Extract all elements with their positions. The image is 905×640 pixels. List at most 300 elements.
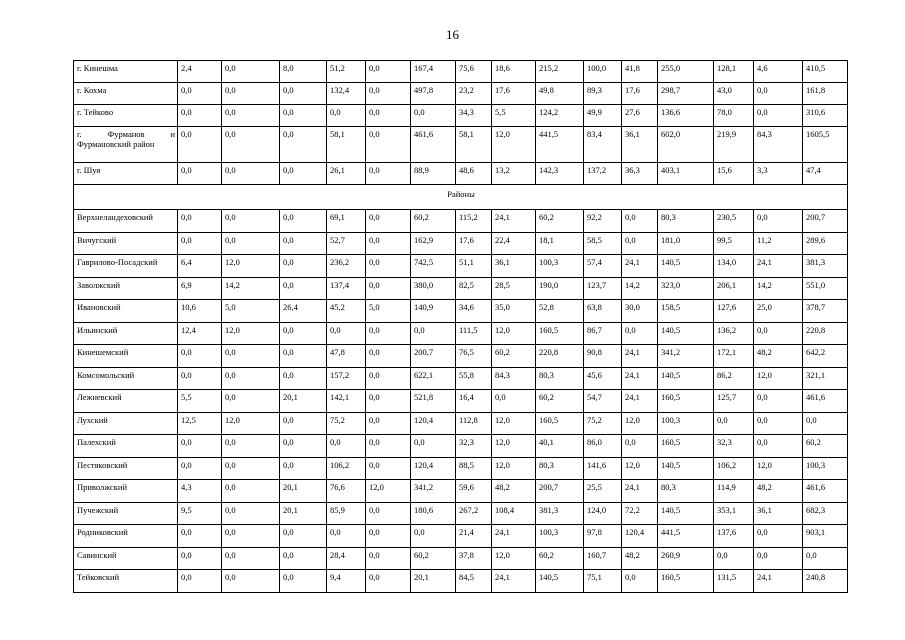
- table-cell: 0,0: [280, 345, 327, 368]
- table-row: [74, 277, 848, 300]
- table-cell: 60,2: [803, 435, 848, 458]
- table-cell: 0,0: [280, 457, 327, 480]
- table-cell: 0,0: [178, 367, 222, 390]
- table-cell: 90,8: [584, 345, 622, 368]
- table-cell: 12,0: [492, 457, 536, 480]
- table-cell: 0,0: [280, 83, 327, 105]
- table-cell: 441,5: [536, 127, 584, 163]
- table-cell: 84,3: [754, 127, 803, 163]
- table-cell: 142,1: [327, 390, 366, 413]
- table-cell: 162,9: [411, 232, 456, 255]
- table-cell: 100,0: [584, 61, 622, 83]
- table-cell: 181,0: [658, 232, 714, 255]
- table-cell: 120,4: [622, 525, 658, 548]
- table-cell: 0,0: [754, 435, 803, 458]
- table-cell: 137,6: [714, 525, 754, 548]
- table-cell: 45,2: [327, 300, 366, 323]
- table-cell: 0,0: [366, 502, 411, 525]
- table-cell: 25,5: [584, 480, 622, 503]
- table-cell: 28,5: [492, 277, 536, 300]
- table-cell: 36,1: [754, 502, 803, 525]
- table-cell: 0,0: [178, 457, 222, 480]
- table-cell: 32,3: [714, 435, 754, 458]
- table-cell: 160,5: [658, 435, 714, 458]
- table-cell: 298,7: [658, 83, 714, 105]
- table-cell: 0,0: [411, 105, 456, 127]
- row-name: г. Кинешма: [74, 61, 178, 83]
- table-cell: 86,2: [714, 367, 754, 390]
- table-cell: 0,0: [803, 547, 848, 570]
- table-cell: 76,6: [327, 480, 366, 503]
- row-name: Ивановский: [74, 300, 178, 323]
- table-cell: 36,1: [622, 127, 658, 163]
- table-cell: 75,2: [327, 412, 366, 435]
- table-cell: 0,0: [222, 163, 280, 185]
- table-cell: 215,2: [536, 61, 584, 83]
- table-cell: 75,2: [584, 412, 622, 435]
- table-cell: 5,0: [222, 300, 280, 323]
- table-cell: 15,6: [714, 163, 754, 185]
- table-cell: 260,9: [658, 547, 714, 570]
- table-row: [74, 322, 848, 345]
- data-table: [73, 60, 848, 593]
- table-cell: 89,3: [584, 83, 622, 105]
- table-cell: 60,2: [536, 210, 584, 233]
- table-cell: 12,0: [222, 412, 280, 435]
- table-cell: 35,0: [492, 300, 536, 323]
- table-cell: 41,8: [622, 61, 658, 83]
- table-cell: 124,0: [584, 502, 622, 525]
- row-name: Тейковский: [74, 570, 178, 593]
- table-cell: 0,0: [366, 322, 411, 345]
- table-cell: 17,6: [622, 83, 658, 105]
- table-cell: 0,0: [222, 547, 280, 570]
- table-cell: 323,0: [658, 277, 714, 300]
- table-cell: 742,5: [411, 255, 456, 278]
- table-cell: 0,0: [622, 322, 658, 345]
- table-cell: 5,5: [492, 105, 536, 127]
- table-cell: 48,6: [456, 163, 492, 185]
- row-name: г. Фурманов и Фурмановский район: [74, 127, 178, 163]
- table-cell: 0,0: [178, 232, 222, 255]
- table-cell: 0,0: [366, 105, 411, 127]
- table-cell: 190,0: [536, 277, 584, 300]
- table-cell: 1605,5: [803, 127, 848, 163]
- table-cell: 108,4: [492, 502, 536, 525]
- table-cell: 6,4: [178, 255, 222, 278]
- table-cell: 0,0: [280, 322, 327, 345]
- table-cell: 51,2: [327, 61, 366, 83]
- table-cell: 267,2: [456, 502, 492, 525]
- table-cell: 380,0: [411, 277, 456, 300]
- table-cell: 134,0: [714, 255, 754, 278]
- table-row: [74, 127, 848, 163]
- table-row: [74, 435, 848, 458]
- table-cell: 69,1: [327, 210, 366, 233]
- table-cell: 0,0: [222, 570, 280, 593]
- table-cell: 0,0: [754, 83, 803, 105]
- table-cell: 0,0: [178, 163, 222, 185]
- table-cell: 24,1: [754, 570, 803, 593]
- table-cell: 602,0: [658, 127, 714, 163]
- table-cell: 49,9: [584, 105, 622, 127]
- table-cell: 49,8: [536, 83, 584, 105]
- table-cell: 85,9: [327, 502, 366, 525]
- table-cell: 24,1: [754, 255, 803, 278]
- table-cell: 0,0: [222, 390, 280, 413]
- table-cell: 136,6: [658, 105, 714, 127]
- table-cell: 0,0: [622, 232, 658, 255]
- table-cell: 0,0: [222, 232, 280, 255]
- table-cell: 0,0: [754, 210, 803, 233]
- table-cell: 45,6: [584, 367, 622, 390]
- table-cell: 0,0: [280, 435, 327, 458]
- table-cell: 137,2: [584, 163, 622, 185]
- table-cell: 12,0: [492, 435, 536, 458]
- table-cell: 12,0: [492, 322, 536, 345]
- table-cell: 0,0: [280, 570, 327, 593]
- row-name: Приволжский: [74, 480, 178, 503]
- table-cell: 403,1: [658, 163, 714, 185]
- table-cell: 903,1: [803, 525, 848, 548]
- section-label: Районы: [74, 185, 848, 210]
- row-name: Гаврилово-Посадский: [74, 255, 178, 278]
- table-cell: 0,0: [366, 435, 411, 458]
- table-cell: 112,8: [456, 412, 492, 435]
- table-cell: 497,8: [411, 83, 456, 105]
- table-cell: 55,8: [456, 367, 492, 390]
- table-cell: 60,2: [411, 547, 456, 570]
- table-cell: 106,2: [714, 457, 754, 480]
- table-cell: 24,1: [622, 345, 658, 368]
- table-cell: 0,0: [714, 547, 754, 570]
- table-cell: 0,0: [366, 570, 411, 593]
- row-name: Лухский: [74, 412, 178, 435]
- table-cell: 0,0: [280, 232, 327, 255]
- table-cell: 0,0: [622, 210, 658, 233]
- row-name: г. Шуя: [74, 163, 178, 185]
- table-cell: 0,0: [222, 435, 280, 458]
- table-cell: 86,0: [584, 435, 622, 458]
- table-cell: 0,0: [366, 163, 411, 185]
- table-cell: 4,3: [178, 480, 222, 503]
- table-cell: 158,5: [658, 300, 714, 323]
- table-cell: 12,0: [222, 255, 280, 278]
- table-cell: 18,1: [536, 232, 584, 255]
- table-cell: 17,6: [456, 232, 492, 255]
- table-cell: 9,5: [178, 502, 222, 525]
- table-cell: 0,0: [222, 345, 280, 368]
- row-name: Вичугский: [74, 232, 178, 255]
- table-cell: 12,0: [622, 457, 658, 480]
- table-cell: 157,2: [327, 367, 366, 390]
- table-cell: 36,3: [622, 163, 658, 185]
- table-cell: 83,4: [584, 127, 622, 163]
- table-cell: 26,1: [327, 163, 366, 185]
- table-cell: 128,1: [714, 61, 754, 83]
- table-row: [74, 525, 848, 548]
- table-cell: 24,1: [492, 525, 536, 548]
- table-cell: 0,0: [222, 457, 280, 480]
- table-cell: 84,3: [492, 367, 536, 390]
- table-cell: 11,2: [754, 232, 803, 255]
- table-cell: 551,0: [803, 277, 848, 300]
- city-rows: [74, 61, 848, 185]
- table-cell: 0,0: [280, 255, 327, 278]
- table-row: [74, 300, 848, 323]
- table-cell: 160,5: [658, 570, 714, 593]
- table-cell: 461,6: [411, 127, 456, 163]
- table-cell: 140,5: [658, 457, 714, 480]
- table-cell: 160,5: [536, 412, 584, 435]
- table-cell: 99,5: [714, 232, 754, 255]
- table-cell: 114,9: [714, 480, 754, 503]
- table-cell: 24,1: [622, 390, 658, 413]
- table-cell: 20,1: [280, 390, 327, 413]
- table-cell: 115,2: [456, 210, 492, 233]
- table-cell: 12,0: [492, 412, 536, 435]
- table-row: [74, 345, 848, 368]
- table-cell: 160,5: [536, 322, 584, 345]
- table-cell: 52,8: [536, 300, 584, 323]
- table-cell: 140,5: [658, 322, 714, 345]
- table-cell: 22,4: [492, 232, 536, 255]
- table-cell: 236,2: [327, 255, 366, 278]
- table-cell: 2,4: [178, 61, 222, 83]
- table-cell: 47,4: [803, 163, 848, 185]
- table-cell: 255,0: [658, 61, 714, 83]
- district-rows: [74, 210, 848, 593]
- table-cell: 0,0: [222, 83, 280, 105]
- table-cell: 140,5: [536, 570, 584, 593]
- table-cell: 34,3: [456, 105, 492, 127]
- table-row: [74, 570, 848, 593]
- table-cell: 92,2: [584, 210, 622, 233]
- table-cell: 125,7: [714, 390, 754, 413]
- table-cell: 0,0: [366, 525, 411, 548]
- table-cell: 26,4: [280, 300, 327, 323]
- table-cell: 20,1: [411, 570, 456, 593]
- table-cell: 0,0: [222, 525, 280, 548]
- table-cell: 200,7: [536, 480, 584, 503]
- table-cell: 132,4: [327, 83, 366, 105]
- table-cell: 160,5: [658, 390, 714, 413]
- table-cell: 12,0: [222, 322, 280, 345]
- table-cell: 10,6: [178, 300, 222, 323]
- table-cell: 0,0: [327, 105, 366, 127]
- table-cell: 0,0: [280, 525, 327, 548]
- table-cell: 0,0: [366, 390, 411, 413]
- table-cell: 172,1: [714, 345, 754, 368]
- table-cell: 0,0: [280, 210, 327, 233]
- table-cell: 0,0: [754, 105, 803, 127]
- table-cell: 0,0: [327, 435, 366, 458]
- table-cell: 0,0: [178, 547, 222, 570]
- table-cell: 60,2: [492, 345, 536, 368]
- table-cell: 141,6: [584, 457, 622, 480]
- table-cell: 161,8: [803, 83, 848, 105]
- section-header: [74, 185, 848, 210]
- table-cell: 75,1: [584, 570, 622, 593]
- table-cell: 0,0: [178, 127, 222, 163]
- table-cell: 0,0: [366, 232, 411, 255]
- table-cell: 12,0: [754, 457, 803, 480]
- table-cell: 30,0: [622, 300, 658, 323]
- table-cell: 0,0: [366, 457, 411, 480]
- table-cell: 12,0: [492, 127, 536, 163]
- table-cell: 461,6: [803, 480, 848, 503]
- table-cell: 12,4: [178, 322, 222, 345]
- table-cell: 0,0: [492, 390, 536, 413]
- table-cell: 28,4: [327, 547, 366, 570]
- table-cell: 72,2: [622, 502, 658, 525]
- table-cell: 12,5: [178, 412, 222, 435]
- table-cell: 34,6: [456, 300, 492, 323]
- row-name: Верхнеландеховский: [74, 210, 178, 233]
- table-cell: 40,1: [536, 435, 584, 458]
- table-cell: 240,8: [803, 570, 848, 593]
- table-cell: 32,3: [456, 435, 492, 458]
- table-cell: 0,0: [327, 322, 366, 345]
- table-row: [74, 232, 848, 255]
- table-cell: 0,0: [178, 435, 222, 458]
- table-cell: 140,9: [411, 300, 456, 323]
- table-cell: 341,2: [658, 345, 714, 368]
- table-cell: 21,4: [456, 525, 492, 548]
- table-row: [74, 502, 848, 525]
- table-cell: 0,0: [178, 345, 222, 368]
- table-cell: 8,0: [280, 61, 327, 83]
- table-cell: 0,0: [366, 412, 411, 435]
- table-cell: 321,1: [803, 367, 848, 390]
- table-row: [74, 105, 848, 127]
- table-cell: 13,2: [492, 163, 536, 185]
- table-cell: 289,6: [803, 232, 848, 255]
- table-row: [74, 457, 848, 480]
- table-cell: 0,0: [366, 83, 411, 105]
- row-name: Заволжский: [74, 277, 178, 300]
- table-cell: 381,3: [536, 502, 584, 525]
- table-cell: 51,1: [456, 255, 492, 278]
- row-name: Кинешемский: [74, 345, 178, 368]
- table-row: [74, 480, 848, 503]
- table-cell: 47,8: [327, 345, 366, 368]
- table-row: [74, 255, 848, 278]
- table-cell: 12,0: [622, 412, 658, 435]
- table-cell: 12,0: [492, 547, 536, 570]
- table-cell: 80,3: [536, 457, 584, 480]
- table-cell: 23,2: [456, 83, 492, 105]
- table-cell: 48,2: [492, 480, 536, 503]
- table-cell: 0,0: [222, 105, 280, 127]
- table-cell: 20,1: [280, 502, 327, 525]
- table-cell: 341,2: [411, 480, 456, 503]
- table-cell: 76,5: [456, 345, 492, 368]
- table-cell: 0,0: [366, 61, 411, 83]
- table-cell: 521,8: [411, 390, 456, 413]
- table-cell: 353,1: [714, 502, 754, 525]
- table-cell: 52,7: [327, 232, 366, 255]
- table-cell: 461,6: [803, 390, 848, 413]
- table-cell: 140,5: [658, 255, 714, 278]
- table-cell: 0,0: [222, 480, 280, 503]
- table-cell: 0,0: [366, 255, 411, 278]
- table-cell: 310,6: [803, 105, 848, 127]
- table-cell: 120,4: [411, 412, 456, 435]
- table-cell: 5,5: [178, 390, 222, 413]
- table-cell: 0,0: [280, 163, 327, 185]
- table-cell: 0,0: [411, 322, 456, 345]
- table-cell: 80,3: [658, 480, 714, 503]
- table-cell: 220,8: [536, 345, 584, 368]
- table-cell: 682,3: [803, 502, 848, 525]
- table-cell: 6,9: [178, 277, 222, 300]
- table-cell: 0,0: [366, 547, 411, 570]
- table-cell: 124,2: [536, 105, 584, 127]
- table-cell: 378,7: [803, 300, 848, 323]
- table-cell: 0,0: [366, 345, 411, 368]
- table-row: [74, 547, 848, 570]
- table-cell: 642,2: [803, 345, 848, 368]
- row-name: г. Кохма: [74, 83, 178, 105]
- section-row: [74, 185, 848, 210]
- table-cell: 48,2: [754, 345, 803, 368]
- table-cell: 97,8: [584, 525, 622, 548]
- table-cell: 0,0: [622, 435, 658, 458]
- table-cell: 0,0: [280, 105, 327, 127]
- table-cell: 0,0: [754, 322, 803, 345]
- table-cell: 220,8: [803, 322, 848, 345]
- table-cell: 137,4: [327, 277, 366, 300]
- table-cell: 17,6: [492, 83, 536, 105]
- table-cell: 43,0: [714, 83, 754, 105]
- table-cell: 0,0: [327, 525, 366, 548]
- row-name: Комсомольский: [74, 367, 178, 390]
- table-cell: 100,3: [536, 525, 584, 548]
- table-cell: 0,0: [714, 412, 754, 435]
- table-cell: 0,0: [280, 277, 327, 300]
- table-cell: 60,2: [536, 547, 584, 570]
- table-cell: 0,0: [411, 435, 456, 458]
- table-cell: 9,4: [327, 570, 366, 593]
- table-cell: 14,2: [222, 277, 280, 300]
- table-cell: 622,1: [411, 367, 456, 390]
- page-number: 16: [446, 27, 459, 42]
- table-cell: 180,6: [411, 502, 456, 525]
- table-cell: 123,7: [584, 277, 622, 300]
- table-cell: 160,7: [584, 547, 622, 570]
- table-cell: 24,1: [622, 480, 658, 503]
- table-row: [74, 83, 848, 105]
- row-name: Савинский: [74, 547, 178, 570]
- table-cell: 0,0: [280, 547, 327, 570]
- row-name: г. Тейково: [74, 105, 178, 127]
- table-row: [74, 367, 848, 390]
- table-cell: 60,2: [536, 390, 584, 413]
- table-cell: 24,1: [622, 255, 658, 278]
- table-cell: 25,0: [754, 300, 803, 323]
- table-cell: 3,3: [754, 163, 803, 185]
- table-cell: 59,6: [456, 480, 492, 503]
- row-name: Лежневский: [74, 390, 178, 413]
- table-row: [74, 210, 848, 233]
- table-cell: 200,7: [411, 345, 456, 368]
- table-cell: 14,2: [754, 277, 803, 300]
- table-cell: 16,4: [456, 390, 492, 413]
- table-cell: 0,0: [178, 83, 222, 105]
- table-cell: 14,2: [622, 277, 658, 300]
- table-cell: 111,5: [456, 322, 492, 345]
